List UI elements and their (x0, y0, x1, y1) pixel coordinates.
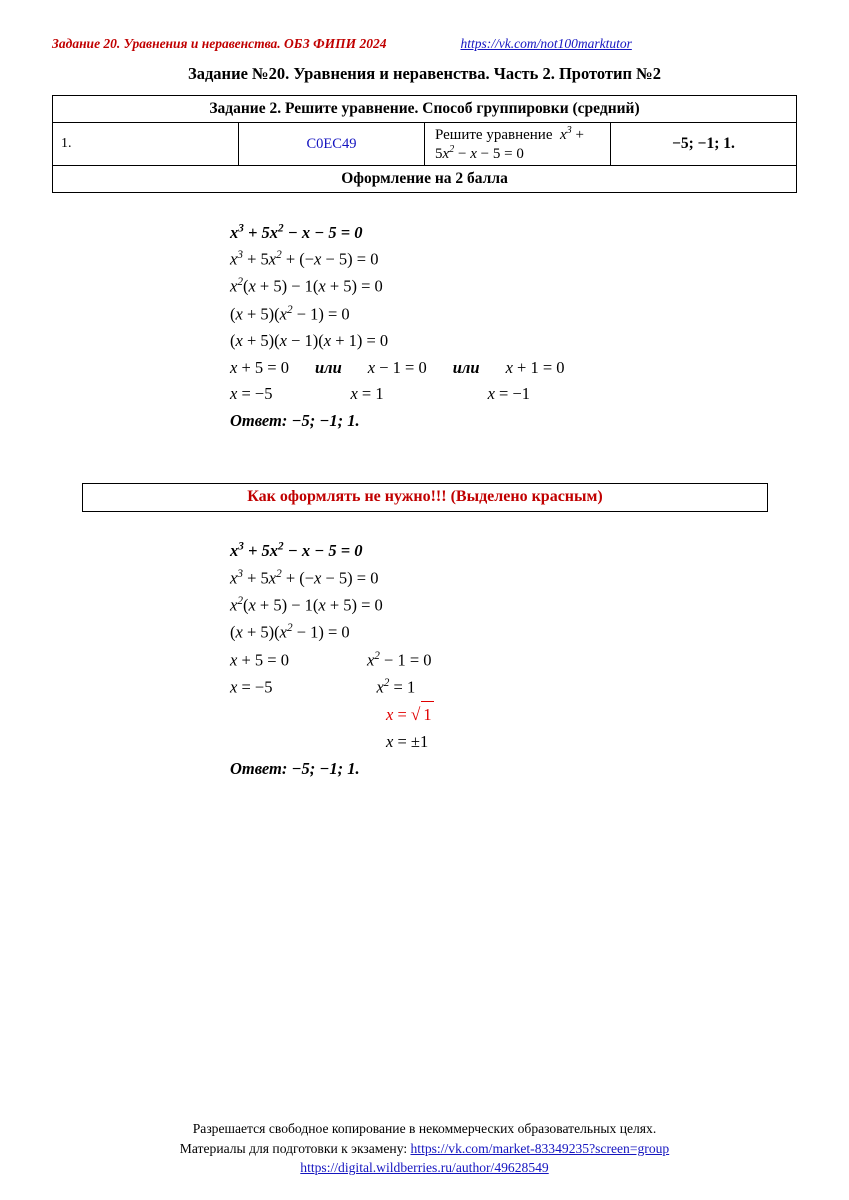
task-text-cell (425, 123, 611, 166)
header-left-title: Задание 20. Уравнения и неравенства. ОБЗ ФИПИ 2024 (52, 36, 387, 51)
table-head-cell: Задание 2. Решите уравнение. Способ группировки (средний) (53, 96, 797, 123)
math-line: x + 5 = 0 $x^2 - 1 = 0$ (230, 649, 432, 670)
math-line: Ответ: −5; −1; 1. (230, 758, 360, 778)
math-line: $x^2(x + 5) - 1(x + 5) = 0$ (230, 276, 383, 296)
math-line: $x^2(x + 5) - 1(x + 5) = 0$ (230, 595, 383, 615)
task-equation: $x^3 + 5x^2 - x - 5 = 0$ (435, 125, 584, 162)
page-title: Задание №20. Уравнения и неравенства. Часть 2. Прототип №2 (188, 64, 661, 83)
footer-line-2 (0, 1139, 849, 1159)
footer-market-link[interactable]: https://vk.com/market-83349235?screen=group (410, 1140, 670, 1156)
math-line: $(x + 5)(x^2 - 1) = 0$ (230, 622, 350, 642)
footer-line-3 (0, 1158, 849, 1178)
notice-banner: Как оформлять не нужно!!! (Выделено красным) (82, 483, 768, 512)
table-head-row (53, 96, 797, 123)
math-line: $x^3 + 5x^2 + (-x - 5) = 0$ (230, 249, 379, 269)
task-table (52, 95, 797, 193)
row-number-cell: 1. (53, 123, 239, 166)
page-footer (0, 1119, 849, 1178)
table-subhead-cell: Оформление на 2 балла (53, 166, 797, 193)
table-row (53, 123, 797, 166)
table-subhead-row (53, 166, 797, 193)
page-header (52, 0, 797, 52)
math-line: x = √ 1 (230, 701, 797, 729)
math-line: $(x + 5)(x^2 - 1) = 0$ (230, 303, 350, 324)
math-line: $x^3 + 5x^2 + (-x - 5) = 0$ (230, 567, 379, 588)
footer-line-2-prefix: Материалы для подготовки к экзамену: (179, 1140, 411, 1156)
solution-correct-block (230, 219, 797, 435)
math-line: x = ±1 (386, 732, 429, 752)
math-line: $x^3 + 5x^2 - x - 5 = 0$ (230, 540, 363, 561)
math-line: (x + 5)(x − 1)(x + 1) = 0 (230, 330, 389, 350)
task-answer-cell: −5; −1; 1. (611, 123, 797, 166)
math-line: $x^3 + 5x^2 - x - 5 = 0$ (230, 222, 363, 242)
footer-wildberries-link[interactable]: https://digital.wildberries.ru/author/49628549 (300, 1160, 549, 1176)
math-line: x = −5 x = 1 x = −1 (230, 384, 531, 404)
math-line: Ответ: −5; −1; 1. (230, 411, 360, 431)
task-prefix: Решите уравнение (435, 127, 553, 143)
task-code-cell[interactable]: C0EC49 (239, 123, 425, 166)
math-line: x + 5 = 0 или x − 1 = 0 или x + 1 = 0 (230, 357, 565, 377)
math-line: x = −5 $x^2 = 1$ (230, 676, 416, 697)
solution-wrong-block (230, 538, 797, 783)
footer-line-1: Разрешается свободное копирование в некоммерческих образовательных целях. (192, 1120, 657, 1136)
header-vk-link[interactable]: https://vk.com/not100marktutor (460, 36, 632, 51)
